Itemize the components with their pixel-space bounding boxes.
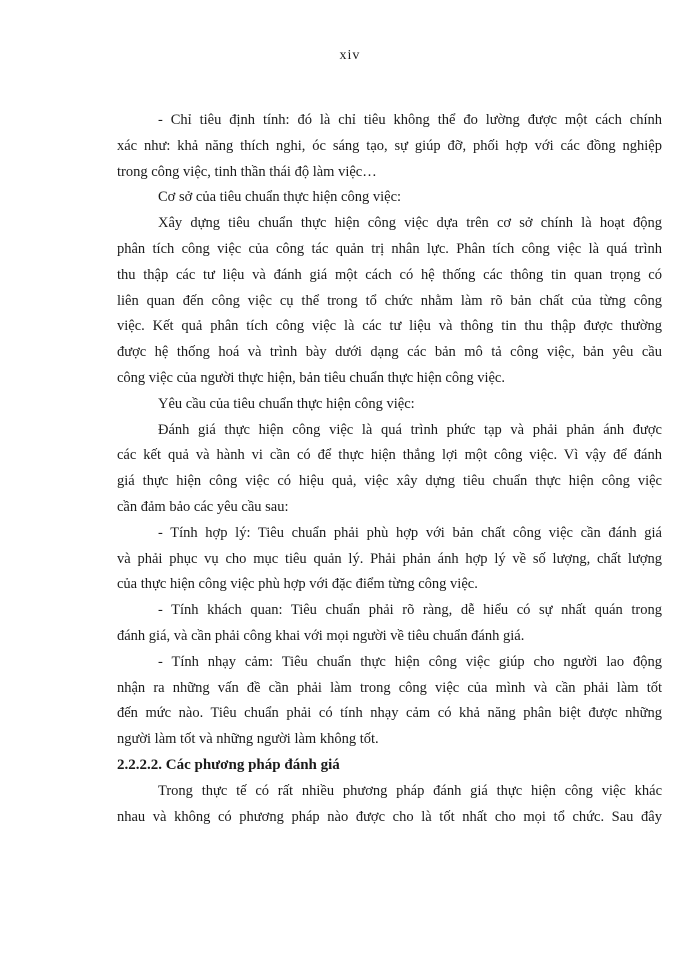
paragraph-line: xác như: khả năng thích nghi, óc sáng tạo, sự giúp đỡ, phối hợp với các đồng nghiệp: [117, 137, 662, 154]
paragraph-line: liên quan đến công việc cụ thể trong tổ chức nhằm làm rõ bản chất của từng công: [117, 292, 662, 309]
paragraph-line: Trong thực tế có rất nhiều phương pháp đánh giá thực hiện công việc khác: [158, 782, 662, 799]
paragraph-line: - Chỉ tiêu định tính: đó là chỉ tiêu không thể đo lường được một cách chính: [158, 112, 662, 128]
paragraph-line: Yêu cầu của tiêu chuẩn thực hiện công việc:: [158, 395, 415, 412]
paragraph-line: việc. Kết quả phân tích công việc là các tư liệu và thông tin thu thập được thường: [117, 318, 662, 335]
paragraph-line: giá thực hiện công việc có hiệu quả, việc xây dựng tiêu chuẩn thực hiện công việc: [117, 473, 662, 490]
paragraph-line: cần đảm bảo các yêu cầu sau:: [117, 498, 289, 515]
paragraph-line: - Tính khách quan: Tiêu chuẩn phải rõ ràng, dễ hiểu có sự nhất quán trong: [158, 602, 662, 619]
paragraph-line: các kết quả và hành vi cần có để thực hiện thắng lợi một công việc. Vì vậy để đánh: [117, 447, 662, 464]
page-number: xiv: [339, 48, 361, 63]
paragraph-line: của thực hiện công việc phù hợp với đặc điểm từng công việc.: [117, 576, 478, 593]
paragraph-line: công việc của người thực hiện, bản tiêu chuẩn thực hiện công việc.: [117, 369, 505, 386]
paragraph-line: trong công việc, tinh thần thái độ làm việc…: [117, 163, 377, 180]
paragraph-line: được hệ thống hoá và trình bày dưới dạng các bản mô tả công việc, bản yêu cầu: [117, 344, 662, 361]
paragraph-line: - Tính nhạy cảm: Tiêu chuẩn thực hiện công việc giúp cho người lao động: [158, 653, 662, 670]
paragraph-line: thu thập các tư liệu và đánh giá một cách có hệ thống các thông tin quan trọng có: [117, 266, 662, 283]
paragraph-line: phân tích công việc của công tác quản trị nhân lực. Phân tích công việc là quá trình: [117, 240, 662, 257]
section-heading: 2.2.2.2. Các phương pháp đánh giá: [117, 756, 340, 773]
paragraph-line: nhận ra những vấn đề cần phải làm trong công việc của mình và cần phải làm tốt: [117, 679, 662, 696]
paragraph-line: đánh giá, và cần phải công khai với mọi người về tiêu chuẩn đánh giá.: [117, 627, 525, 644]
paragraph-line: đến mức nào. Tiêu chuẩn phải có tính nhạy cảm có khả năng phân biệt được những: [117, 705, 662, 722]
paragraph-line: người làm tốt và những người làm không tốt.: [117, 731, 379, 748]
paragraph-line: Xây dựng tiêu chuẩn thực hiện công việc dựa trên cơ sở chính là hoạt động: [158, 215, 662, 232]
paragraph-line: và phải phục vụ cho mục tiêu quản lý. Phải phản ánh hợp lý về số lượng, chất lượng: [117, 550, 662, 567]
document-body: [117, 108, 662, 830]
paragraph-line: Cơ sở của tiêu chuẩn thực hiện công việc:: [158, 189, 402, 206]
paragraph-line: Đánh giá thực hiện công việc là quá trình phức tạp và phải phản ánh được: [158, 421, 662, 438]
paragraph-line: nhau và không có phương pháp nào được cho là tốt nhất cho mọi tổ chức. Sau đây: [117, 808, 662, 825]
paragraph-line: - Tính hợp lý: Tiêu chuẩn phải phù hợp với bản chất công việc cần đánh giá: [158, 524, 662, 541]
